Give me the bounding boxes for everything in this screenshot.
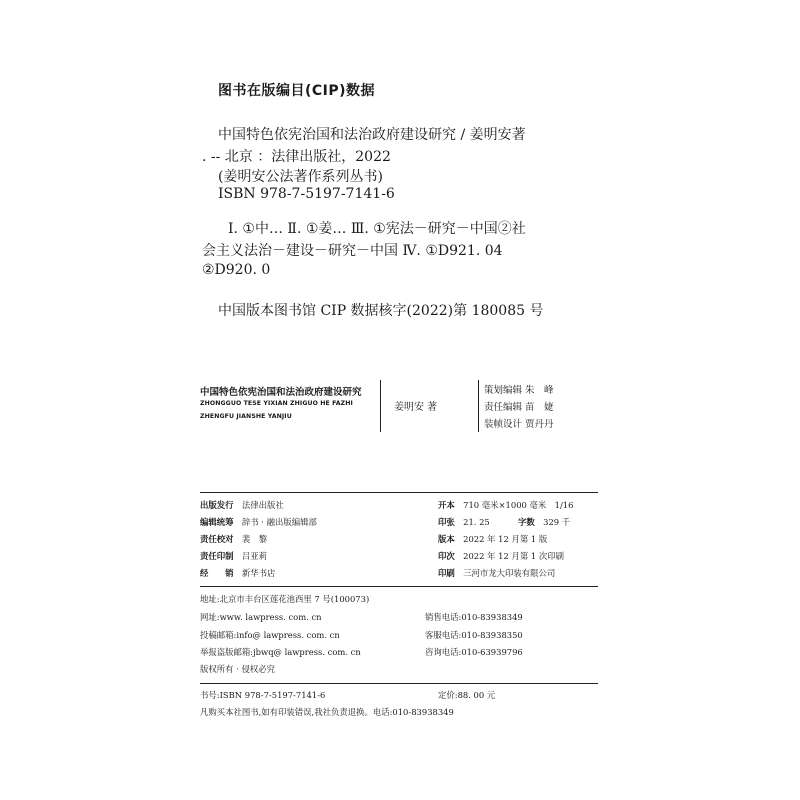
copyright-notice: 版权所有 · 侵权必究	[200, 664, 275, 674]
pub-key: 印刷	[438, 568, 455, 578]
pub-value: 新华书店	[241, 568, 276, 578]
sales-phone: 销售电话:010-83938349	[425, 612, 523, 622]
cip-title-line: 中国特色依宪治国和法治政府建设研究 / 姜明安著	[218, 127, 526, 143]
pub-value: 2022 年 12 月第 1 版	[463, 534, 548, 544]
pub-key: 经 销	[200, 568, 234, 578]
cip-series-line: (姜明安公法著作系列丛书)	[218, 169, 383, 185]
pub-row-format	[438, 499, 573, 511]
pub-key: 出版发行	[200, 500, 234, 510]
editors-column	[482, 380, 598, 432]
pub-row-printing-supervisor	[200, 550, 267, 562]
pub-row-impression	[438, 550, 564, 562]
cover-designer: 装帧设计 贾丹丹	[484, 419, 554, 430]
pub-key: 编辑统筹	[200, 517, 234, 527]
book-title-pinyin-2: ZHENGFU JIANSHE YANJIU	[200, 413, 292, 420]
service-phone: 客服电话:010-83938350	[425, 630, 523, 640]
pub-value: 三河市龙大印装有限公司	[463, 568, 556, 578]
piracy-report-email: 举报盗版邮箱:jbwq@ lawpress. com. cn	[200, 647, 361, 657]
pub-row-editorial	[200, 516, 317, 528]
pub-value: 21. 25	[463, 517, 490, 527]
pub-row-publisher	[200, 499, 284, 511]
pub-row-sheets	[438, 516, 490, 528]
pub-value: 2022 年 12 月第 1 次印刷	[463, 551, 564, 561]
submission-email: 投稿邮箱:info@ lawpress. com. cn	[200, 630, 340, 640]
return-notice: 凡购买本社图书,如有印装错误,我社负责退换。电话:010-83938349	[200, 707, 454, 717]
author: 姜明安 著	[394, 402, 438, 413]
cip-classification-line-1: Ⅰ. ①中… Ⅱ. ①姜… Ⅲ. ①宪法－研究－中国②社	[228, 221, 526, 237]
publisher-address: 地址:北京市丰台区莲花池西里 7 号(100073)	[200, 594, 370, 604]
pub-key: 字数	[518, 517, 535, 527]
pub-row-edition	[438, 533, 547, 545]
pub-value: 法律出版社	[241, 500, 284, 510]
book-price: 定价:88. 00 元	[438, 690, 496, 700]
pub-row-proofreader	[200, 533, 267, 545]
cip-isbn-line: ISBN 978-7-5197-7141-6	[218, 186, 395, 202]
pub-key: 版本	[438, 534, 455, 544]
divider-bottom	[200, 683, 598, 684]
book-title-cn: 中国特色依宪治国和法治政府建设研究	[200, 387, 362, 398]
book-title-pinyin-1: ZHONGGUO TESE YIXIAN ZHIGUO HE FAZHI	[200, 400, 353, 407]
pub-row-distributor	[200, 567, 275, 579]
pub-value: 裴 黎	[241, 534, 267, 544]
responsible-editor: 责任编辑 苗 婕	[484, 402, 554, 413]
divider-top	[200, 492, 598, 493]
pub-key: 责任印制	[200, 551, 234, 561]
pub-key: 印张	[438, 517, 455, 527]
cip-publisher-line: . -- 北京 ：法律出版社，2022	[202, 149, 391, 165]
book-isbn: 书号:ISBN 978-7-5197-7141-6	[200, 690, 326, 700]
pub-value: 吕亚莉	[241, 551, 267, 561]
publisher-website: 网址:www. lawpress. com. cn	[200, 612, 322, 622]
cip-verification-number: 中国版本图书馆 CIP 数据核字(2022)第 180085 号	[218, 303, 544, 319]
divider-middle	[200, 586, 598, 587]
cip-classification-line-3: ②D920. 0	[202, 262, 271, 278]
pub-row-wordcount	[518, 516, 570, 528]
pub-row-printer	[438, 567, 555, 579]
cip-classification-line-2: 会主义法治－建设－研究－中国 Ⅳ. ①D921. 04	[202, 243, 503, 259]
author-column	[386, 380, 479, 432]
pub-key: 印次	[438, 551, 455, 561]
pub-key: 责任校对	[200, 534, 234, 544]
cip-heading: 图书在版编目(CIP)数据	[218, 83, 376, 99]
pub-value: 辞书 · 融出版编辑部	[241, 517, 317, 527]
pub-value: 329 千	[543, 517, 571, 527]
pub-key: 开本	[438, 500, 455, 510]
planning-editor: 策划编辑 朱 峰	[484, 385, 554, 396]
pub-value: 710 毫米×1000 毫米 1/16	[463, 500, 574, 510]
inquiry-phone: 咨询电话:010-63939796	[425, 647, 523, 657]
title-box	[200, 380, 598, 432]
title-column	[200, 380, 381, 432]
